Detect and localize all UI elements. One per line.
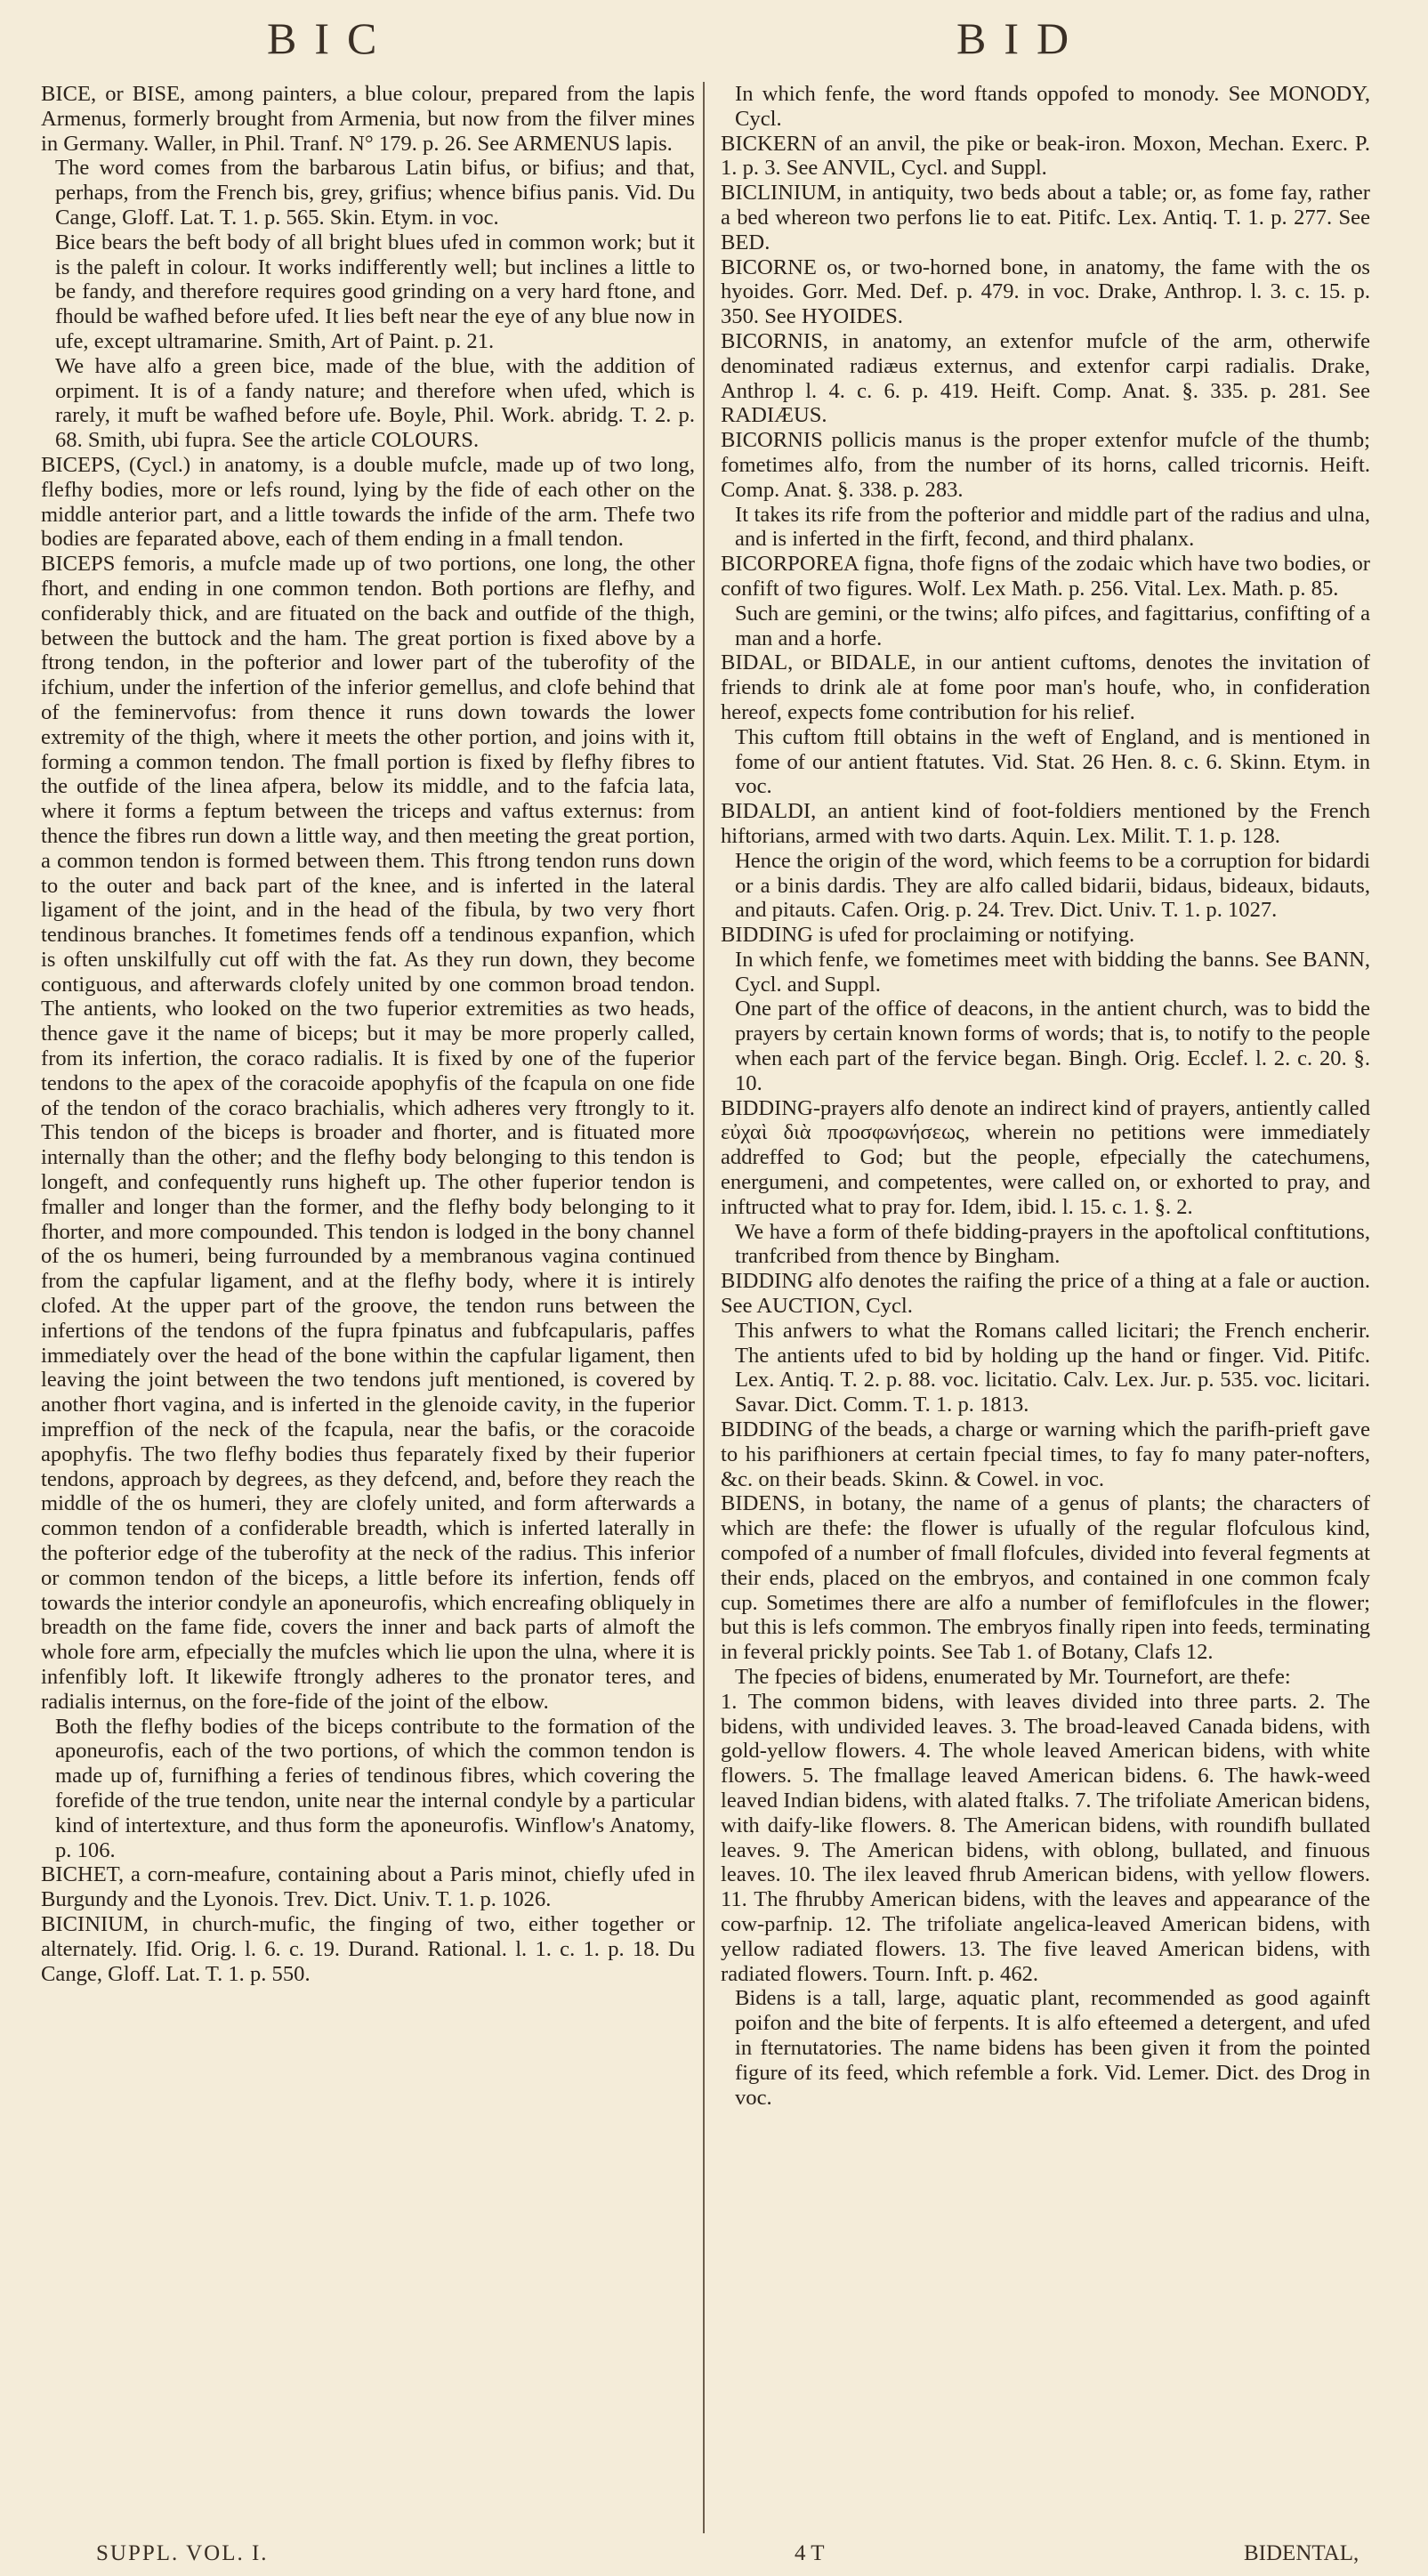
entry-continuation: We have alfo a green bice, made of the blue, with the addition of orpiment. It is of a fandy nature; and therefore when ufed, which is rarely, it muft be wafhed before ufe. Boyle, Phil. Work. abridg. T. 2. p. 68. Smith, ubi fupra. See the article COLOURS. [55, 353, 695, 453]
entry-continuation: In which fenfe, we fometimes meet with bidding the banns. See BANN, Cycl. and Suppl. [735, 947, 1370, 997]
dictionary-entry: BICHET, a corn-meafure, containing about a Paris minot, chiefly ufed in Burgundy and the Lyonois. Trev. Dict. Univ. T. 1. p. 1026. [41, 1862, 695, 1912]
entry-continuation: It takes its rife from the pofterior and middle part of the radius and ulna, and is inferted in the firft, fecond, and third phalanx. [735, 502, 1370, 552]
dictionary-entry: BIDENS, in botany, the name of a genus of plants; the characters of which are thefe: the flower is ufually of the regular flofculous kind, compofed of a number of fmall flofcules, divided into feveral fegments at their ends, placed on the embryos, and contained in one common fcaly cup. Sometimes there are alfo a number of femiflofcules in the flower; but this is lefs common. The embryos finally ripen into feeds, terminating in feveral prickly points. See Tab 1. of Botany, Clafs 12. [721, 1491, 1370, 1665]
entry-continuation: The fpecies of bidens, enumerated by Mr. Tournefort, are thefe: [735, 1665, 1291, 1689]
left-column [41, 82, 695, 1986]
entry-continuation: This cuftom ftill obtains in the weft of England, and is mentioned in fome of our antient ftatutes. Vid. Stat. 26 Hen. 8. c. 6. Skinn. Etym. in voc. [735, 724, 1370, 799]
entry-continuation: Hence the origin of the word, which feems to be a corruption for bidardi or a binis dardis. They are alfo called bidarii, bidaus, bideaux, bidauts, and pitauts. Cafen. Orig. p. 24. Trev. Dict. Univ. T. 1. p. 1027. [735, 848, 1370, 923]
dictionary-entry: BICEPS, (Cycl.) in anatomy, is a double mufcle, made up of two long, flefhy bodies, more or lefs round, lying by the fide of each other on the middle anterior part, and a little towards the infide of the arm. Thefe two bodies are feparated above, each of them ending in a fmall tendon. [41, 452, 695, 552]
dictionary-entry: BIDDING-prayers alfo denote an indirect kind of prayers, antiently called εὐχαὶ διὰ προσφωνήσεως, wherein no petitions were immediately addreffed to God; but the people, efpecially the catechumens, energumeni, and competentes, were called on, or exhorted to pray, and inftructed what to pray for. Idem, ibid. l. 15. c. 1. §. 2. [721, 1095, 1370, 1219]
dictionary-entry: BICEPS femoris, a mufcle made up of two portions, one long, the other fhort, and ending in one common tendon. Both portions are flefhy, and confiderably thick, and are fituated on the back and outfide of the thigh, between the buttock and the ham. The great portion is fixed above by a ftrong tendon, in the pofterior and lower part of the tuberofity of the ifchium, under the infertion of the inferior gemellus, and clofe behind that of the feminervofus: from thence it runs down towards the lower extremity of the thigh, where it meets the other portion, and joins with it, forming a common tendon. The fmall portion is fixed by flefhy fibres to the outfide of the linea afpera, below its middle, and to the fafcia lata, where it forms a feptum between the triceps and vaftus externus: from thence the fibres run down a little way, and then meeting the great portion, a common tendon is formed between them. This ftrong tendon runs down to the outer and back part of the knee, and is inferted in the lateral ligament of the joint, and in the head of the fibula, by two very fhort tendinous branches. It fometimes fends off a tendinous expanfion, which is often unskilfully cut off with the fat. As they run down, they become contiguous, and afterwards clofely united by one common broad tendon. The antients, who looked on the two fuperior extremities as two heads, thence gave it the name of biceps; but it may be more properly called, from its infertion, the coraco radialis. It is fixed by one of the fuperior tendons to the apex of the coracoide apophyfis of the fcapula on one fide of the tendon of the coraco brachialis, which adheres very ftrongly to it. This tendon of the biceps is broader and fhorter, and is fituated more internally than the other; and the flefhy body belonging to this tendon is longeft, and confequently runs higheft up. The other fuperior tendon is fmaller and longer than the former, and the flefhy body belonging to it fhorter, and more compounded. This tendon is lodged in the bony channel of the os humeri, being furrounded by a membranous vagina continued from the capfular ligament, and at the flefhy body, where it is intirely clofed. At the upper part of the groove, the tendon runs between the infertions of the tendons of the fupra fpinatus and fubfcapularis, paffes immediately over the head of the bone within the capfular ligament, then leaving the joint between the two tendons juft mentioned, is covered by another fhort vagina, and is inferted in the glenoide cavity, in the fuperior impreffion of the neck of the fcapula, near the bafis, or the coracoide apophyfis. The two flefhy bodies thus feparately fixed by their fuperior tendons, approach by degrees, as they defcend, and, before they reach the middle of the os humeri, they are clofely united, and form afterwards a common tendon of a confiderable breadth, which is inferted laterally in the pofterior edge of the tuberofity at the neck of the radius. This inferior or common tendon of the biceps, a little before its infertion, fends off towards the interior condyle an aponeurofis, which encreafing obliquely in breadth on the fame fide, covers the inner and back parts of almoft the whole fore arm, efpecially the mufcles which lie upon the ulna, where it is infenfibly loft. It likewife ftrongly adheres to the pronator teres, and radialis internus, on the fore-fide of the joint of the elbow. [41, 552, 695, 1714]
entry-continuation: Such are gemini, or the twins; alfo pifces, and fagittarius, confifting of a man and a horfe. [735, 601, 1370, 650]
entry-continuation: This anfwers to what the Romans called licitari; the French encherir. The antients ufed to bid by holding up the hand or finger. Vid. Pitifc. Lex. Antiq. T. 2. p. 88. voc. licitatio. Calv. Lex. Jur. p. 535. voc. licitari. Savar. Dict. Comm. T. 1. p. 1813. [735, 1318, 1370, 1417]
dictionary-entry: BICORNE os, or two-horned bone, in anatomy, the fame with the os hyoides. Gorr. Med. Def. p. 479. in voc. Drake, Anthrop. l. 3. c. 15. p. 350. See HYOIDES. [721, 254, 1370, 329]
footer-signature: 4 T [795, 2541, 825, 2565]
dictionary-entry: BIDDING is ufed for proclaiming or notifying. [721, 923, 1135, 948]
entry-continuation: The word comes from the barbarous Latin bifus, or bifius; and that, perhaps, from the French bis, grey, grifius; whence bifius panis. Vid. Du Cange, Gloff. Lat. T. 1. p. 565. Skin. Etym. in voc. [55, 156, 695, 230]
footer-catchword: BIDENTAL, [1244, 2541, 1359, 2565]
right-column [721, 82, 1370, 2110]
dictionary-entry: BIDDING of the beads, a charge or warning which the parifh-prieft gave to his parifhioners at certain fpecial times, to fay fo many pater-nofters, &c. on their beads. Skinn. & Cowel. in voc. [721, 1417, 1370, 1491]
species-list: 1. The common bidens, with leaves divided into three parts. 2. The bidens, with undivided leaves. 3. The broad-leaved Canada bidens, with gold-yellow flowers. 4. The whole leaved American bidens, with white flowers. 5. The fmallage leaved American bidens. 6. The hawk-weed leaved Indian bidens, with alated ftalks. 7. The trifoliate American bidens, with daify-like flowers. 8. The American bidens, with roundifh bullated leaves. 9. The American bidens, with oblong, bullated, and finuous leaves. 10. The ilex leaved fhrub American bidens, with yellow flowers. 11. The fhrubby American bidens, with the leaves and appearance of the cow-parfnip. 12. The trifoliate angelica-leaved American bidens, with yellow radiated flowers. 13. The five leaved American bidens, with radiated flowers. Tourn. Inft. p. 462. [721, 1689, 1370, 1986]
entry-continuation: In which fenfe, the word ftands oppofed to monody. See MONODY, Cycl. [735, 82, 1370, 131]
footer-volume: SUPPL. VOL. I. [96, 2541, 269, 2565]
entry-continuation: We have a form of thefe bidding-prayers in the apoftolical conftitutions, tranfcribed from thence by Bingham. [735, 1219, 1370, 1269]
running-head-left: BIC [267, 13, 395, 63]
entry-continuation: One part of the office of deacons, in the antient church, was to bidd the prayers by certain known forms of words; that is, to notify to the people when each part of the fervice began. Bingh. Orig. Ecclef. l. 2. c. 20. §. 10. [735, 997, 1370, 1095]
entry-continuation: Bidens is a tall, large, aquatic plant, recommended as good againft poifon and the bite of ferpents. It is alfo efteemed a detergent, and ufed in fternutatories. The name bidens has been given it from the pointed figure of its feed, which refemble a fork. Vid. Lemer. Dict. des Drog in voc. [735, 1986, 1370, 2110]
dictionary-entry: BIDAL, or BIDALE, in our antient cuftoms, denotes the invitation of friends to drink ale at fome poor man's houfe, who, in confideration hereof, expects fome contribution for his relief. [721, 650, 1370, 724]
dictionary-entry: BIDALDI, an antient kind of foot-foldiers mentioned by the French hiftorians, armed with two darts. Aquin. Lex. Milit. T. 1. p. 128. [721, 799, 1370, 848]
dictionary-entry: BICORPOREA figna, thofe figns of the zodaic which have two bodies, or confift of two figures. Wolf. Lex Math. p. 256. Vital. Lex. Math. p. 85. [721, 552, 1370, 601]
dictionary-entry: BICLINIUM, in antiquity, two beds about a table; or, as fome fay, rather a bed whereon two perfons lie to eat. Pitifc. Lex. Antiq. T. 1. p. 277. See BED. [721, 181, 1370, 254]
dictionary-entry: BICORNIS pollicis manus is the proper extenfor mufcle of the thumb; fometimes alfo, from the number of its horns, called tricornis. Heift. Comp. Anat. §. 338. p. 283. [721, 428, 1370, 502]
dictionary-entry: BIDDING alfo denotes the raifing the price of a thing at a fale or auction. See AUCTION, Cycl. [721, 1269, 1370, 1319]
dictionary-entry: BICE, or BISE, among painters, a blue colour, prepared from the lapis Armenus, formerly brought from Armenia, but now from the filver mines in Germany. Waller, in Phil. Tranf. N° 179. p. 26. See ARMENUS lapis. [41, 82, 695, 156]
column-divider [703, 82, 705, 2533]
dictionary-entry: BICKERN of an anvil, the pike or beak-iron. Moxon, Mechan. Exerc. P. 1. p. 3. See ANVIL, Cycl. and Suppl. [721, 131, 1370, 181]
entry-continuation: Both the flefhy bodies of the biceps contribute to the formation of the aponeurofis, each of the two portions, of which the common tendon is made up of, furnifhing a feries of tendinous fibres, which covering the forefide of the true tendon, unite near the internal condyle by a particular kind of intertexture, and thus form the aponeurofis. Winflow's Anatomy, p. 106. [55, 1714, 695, 1862]
dictionary-entry: BICORNIS, in anatomy, an extenfor mufcle of the arm, otherwife denominated radiæus externus, and extenfor carpi radialis. Drake, Anthrop l. 4. c. 6. p. 419. Heift. Comp. Anat. §. 335. p. 281. See RADIÆUS. [721, 328, 1370, 428]
entry-continuation: Bice bears the beft body of all bright blues ufed in common work; but it is the paleft in colour. It works indifferently well; but inclines a little to be fandy, and therefore requires good grinding on a very hard ftone, and fhould be wafhed before ufed. It lies beft near the eye of any blue now in ufe, except ultramarine. Smith, Art of Paint. p. 21. [55, 230, 695, 353]
running-head-right: BID [956, 13, 1087, 63]
dictionary-entry: BICINIUM, in church-mufic, the finging of two, either together or alternately. Ifid. Orig. l. 6. c. 19. Durand. Rational. l. 1. c. 1. p. 18. Du Cange, Gloff. Lat. T. 1. p. 550. [41, 1911, 695, 1986]
